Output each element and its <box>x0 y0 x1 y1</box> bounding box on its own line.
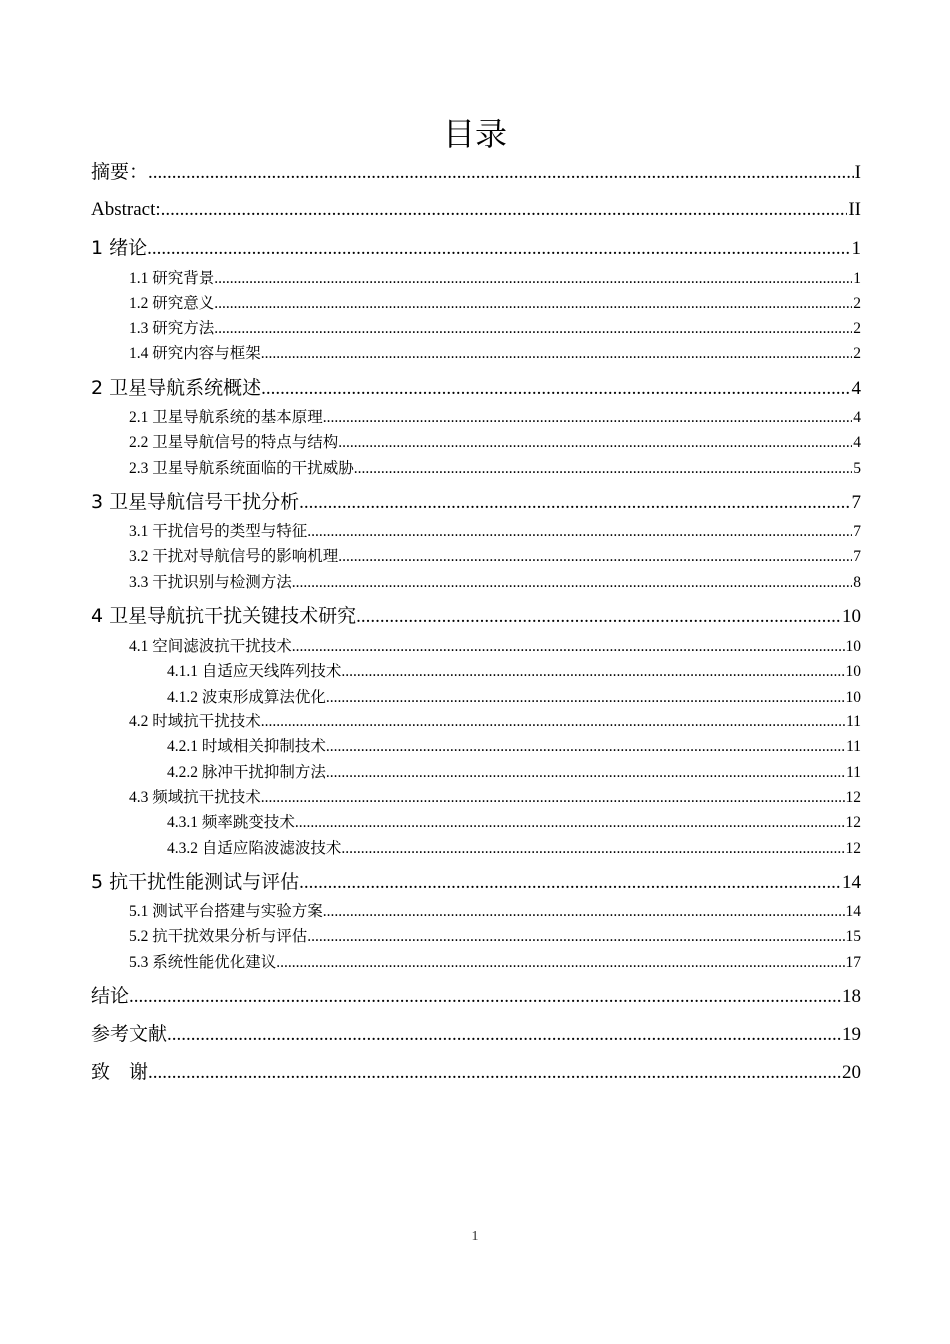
toc-entry-page-number: 12 <box>845 840 861 857</box>
toc-entry[interactable] <box>167 736 861 758</box>
toc-entry-label: 5.1 测试平台搭建与实验方案 <box>129 903 323 920</box>
toc-entry-page-number: 10 <box>845 689 861 706</box>
toc-entry-label: Abstract: <box>91 199 161 220</box>
toc-dot-leader <box>261 787 845 809</box>
toc-entry-label: 1.3 研究方法 <box>129 320 215 337</box>
toc-entry-page-number: 14 <box>842 872 861 893</box>
toc-entry-label: 摘要： <box>91 161 149 183</box>
toc-entry-label: 4 卫星导航抗干扰关键技术研究 <box>91 605 357 627</box>
toc-entry-label: 3 卫星导航信号干扰分析 <box>91 491 300 513</box>
toc-entry-page-number: 4 <box>851 378 861 399</box>
toc-entry[interactable] <box>129 546 861 568</box>
toc-entry[interactable] <box>91 374 861 402</box>
toc-dot-leader <box>167 1021 841 1048</box>
toc-dot-leader <box>147 235 850 262</box>
toc-entry[interactable] <box>91 602 861 630</box>
toc-entry-page-number: 2 <box>853 295 861 312</box>
toc-dot-leader <box>338 546 852 568</box>
toc-entry-label: 4.3.1 频率跳变技术 <box>167 814 295 831</box>
toc-entry-label: 致 谢 <box>91 1061 149 1083</box>
toc-entry[interactable] <box>91 196 861 224</box>
toc-entry-page-number: 5 <box>853 460 861 477</box>
toc-dot-leader <box>307 926 844 948</box>
toc-entry-label: 4.2.1 时域相关抑制技术 <box>167 738 326 755</box>
toc-dot-leader <box>326 736 845 758</box>
toc-dot-leader <box>214 268 852 290</box>
toc-entry-page-number: I <box>854 162 861 183</box>
toc-entry[interactable] <box>91 234 861 262</box>
toc-entry-page-number: 2 <box>853 320 861 337</box>
toc-entry-label: 3.2 干扰对导航信号的影响机理 <box>129 548 339 565</box>
toc-entry-page-number: 10 <box>845 638 861 655</box>
toc-dot-leader <box>354 458 852 480</box>
toc-entry-page-number: 20 <box>842 1062 861 1083</box>
toc-dot-leader <box>261 375 850 402</box>
toc-entry[interactable] <box>129 293 861 315</box>
toc-dot-leader <box>214 318 852 340</box>
toc-entry[interactable] <box>91 488 861 516</box>
toc-entry-page-number: 7 <box>853 548 861 565</box>
toc-entry-label: 2.2 卫星导航信号的特点与结构 <box>129 434 339 451</box>
toc-entry-label: 结论 <box>91 985 130 1007</box>
toc-entry[interactable] <box>129 901 861 923</box>
toc-entry[interactable] <box>129 318 861 340</box>
toc-entry-page-number: 11 <box>846 713 861 730</box>
toc-entry-label: 1 绪论 <box>91 237 148 259</box>
toc-dot-leader <box>292 636 845 658</box>
toc-entry-label: 2.1 卫星导航系统的基本原理 <box>129 409 323 426</box>
toc-entry-page-number: 17 <box>845 954 861 971</box>
toc-entry[interactable] <box>129 521 861 543</box>
toc-entry[interactable] <box>129 268 861 290</box>
toc-entry-label: 5.2 抗干扰效果分析与评估 <box>129 928 308 945</box>
toc-dot-leader <box>326 687 845 709</box>
toc-entry-page-number: 7 <box>851 492 861 513</box>
toc-entry-label: 参考文献 <box>91 1023 168 1045</box>
toc-dot-leader <box>341 661 844 683</box>
toc-entry-page-number: 10 <box>845 663 861 680</box>
toc-entry[interactable] <box>129 458 861 480</box>
toc-entry[interactable] <box>167 762 861 784</box>
toc-entry[interactable] <box>167 661 861 683</box>
toc-entry-label: 2 卫星导航系统概述 <box>91 377 262 399</box>
toc-dot-leader <box>148 1059 841 1086</box>
toc-entry-label: 4.1 空间滤波抗干扰技术 <box>129 638 292 655</box>
toc-entry[interactable] <box>129 572 861 594</box>
toc-entry-page-number: 10 <box>842 606 861 627</box>
toc-entry[interactable] <box>129 787 861 809</box>
toc-entry-page-number: 11 <box>846 764 861 781</box>
toc-entry-label: 1.4 研究内容与框架 <box>129 345 261 362</box>
toc-dot-leader <box>323 901 845 923</box>
toc-entry[interactable] <box>129 952 861 974</box>
toc-entry-page-number: 4 <box>853 409 861 426</box>
toc-entry-page-number: 12 <box>845 814 861 831</box>
toc-entry-label: 4.3 频域抗干扰技术 <box>129 789 261 806</box>
toc-entry-label: 3.1 干扰信号的类型与特征 <box>129 523 308 540</box>
toc-entry-label: 3.3 干扰识别与检测方法 <box>129 574 292 591</box>
toc-entry[interactable] <box>91 158 861 186</box>
toc-entry-page-number: 1 <box>851 238 861 259</box>
toc-entry[interactable] <box>129 636 861 658</box>
toc-entry-page-number: 18 <box>842 986 861 1007</box>
toc-dot-leader <box>276 952 844 974</box>
toc-entry[interactable] <box>129 432 861 454</box>
toc-entry-label: 1.1 研究背景 <box>129 270 215 287</box>
toc-entry-label: 4.1.2 波束形成算法优化 <box>167 689 326 706</box>
footer-page-number: 1 <box>471 1229 479 1244</box>
toc-entry-page-number: 1 <box>853 270 861 287</box>
toc-dot-leader <box>161 196 848 224</box>
toc-entry[interactable] <box>167 812 861 834</box>
toc-entry[interactable] <box>129 926 861 948</box>
toc-entry[interactable] <box>91 982 861 1010</box>
toc-entry[interactable] <box>129 343 861 365</box>
toc-entry[interactable] <box>91 1020 861 1048</box>
toc-entry-page-number: 15 <box>845 928 861 945</box>
toc-entry-label: 5.3 系统性能优化建议 <box>129 954 277 971</box>
toc-entry[interactable] <box>129 711 861 733</box>
toc-entry-label: 4.3.2 自适应陷波滤波技术 <box>167 840 342 857</box>
toc-dot-leader <box>214 293 852 315</box>
toc-dot-leader <box>307 521 852 543</box>
toc-dot-leader <box>299 489 850 516</box>
toc-entry-label: 1.2 研究意义 <box>129 295 215 312</box>
toc-entry-page-number: 14 <box>845 903 861 920</box>
toc-dot-leader <box>148 159 854 186</box>
toc-entry-page-number: 2 <box>853 345 861 362</box>
toc-entry-label: 2.3 卫星导航系统面临的干扰威胁 <box>129 460 354 477</box>
toc-dot-leader <box>261 711 845 733</box>
toc-title: 目录 <box>442 115 507 153</box>
toc-dot-leader <box>129 983 841 1010</box>
toc-entry[interactable] <box>167 838 861 860</box>
toc-entry-label: 5 抗干扰性能测试与评估 <box>91 871 300 893</box>
toc-dot-leader <box>299 869 841 896</box>
toc-entry[interactable] <box>91 1058 861 1086</box>
toc-dot-leader <box>356 603 841 630</box>
toc-entry-page-number: 7 <box>853 523 861 540</box>
toc-dot-leader <box>292 572 852 594</box>
toc-entry-page-number: 11 <box>846 738 861 755</box>
toc-entry[interactable] <box>91 868 861 896</box>
toc-entry-page-number: 12 <box>845 789 861 806</box>
toc-dot-leader <box>326 762 845 784</box>
toc-entry-label: 4.2 时域抗干扰技术 <box>129 713 261 730</box>
toc-entry-page-number: 19 <box>842 1024 861 1045</box>
toc-entry-page-number: 4 <box>853 434 861 451</box>
toc-entry[interactable] <box>167 687 861 709</box>
toc-dot-leader <box>341 838 844 860</box>
toc-dot-leader <box>323 407 852 429</box>
toc-entry-label: 4.1.1 自适应天线阵列技术 <box>167 663 342 680</box>
toc-entry[interactable] <box>129 407 861 429</box>
toc-entry-page-number: 8 <box>853 574 861 591</box>
toc-dot-leader <box>295 812 845 834</box>
toc-entry-label: 4.2.2 脉冲干扰抑制方法 <box>167 764 326 781</box>
toc-dot-leader <box>261 343 852 365</box>
toc-entry-page-number: II <box>848 199 861 220</box>
toc-dot-leader <box>338 432 852 454</box>
